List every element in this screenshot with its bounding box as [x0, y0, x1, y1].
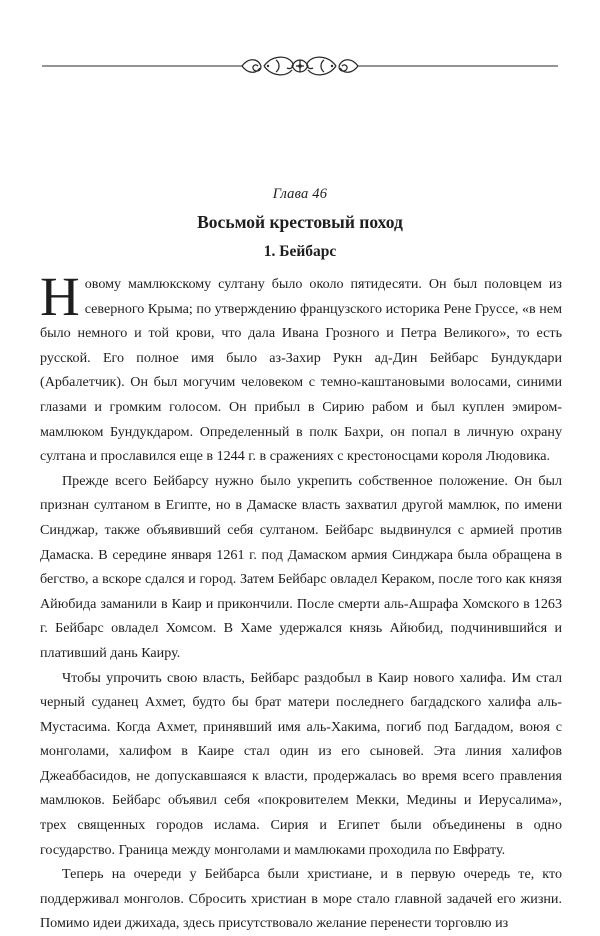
- paragraph-3: Чтобы упрочить свою власть, Бейбарс раздобыл в Каир нового халифа. Им стал черный суданец Ахмет, будто бы брат матери последнего багдадского халифа аль-Мустасима. Когда Ахмет, принявший имя аль-Хакима, погиб под Багдадом, воюя с монголами, халифом в Каире стал один из его сыновей. Эта линия халифов Джеаббасидов, не допускавшаяся к власти, продержалась во время всего правления мамлюков. Бейбарс объявил себя «покровителем Мекки, Медины и Иерусалима», трех священных городов ислама. Сирия и Египет были объединены в одно государство. Граница между монголами и мамлюками проходила по Евфрату.: [40, 669, 562, 858]
- chapter-label: Глава 46: [272, 186, 328, 202]
- section-title: 1. Бейбарс: [263, 243, 337, 260]
- paragraph-1: [40, 266, 562, 469]
- floral-divider-ornament-icon: [42, 52, 558, 80]
- paragraph-4: Теперь на очереди у Бейбарса были христиане, и в первую очередь те, кто поддерживал монголов. Сбросить христиан в море стало главной задачей его жизни. Помимо идеи джихада, здесь присутствовало желание перенести торговлю из: [40, 866, 562, 932]
- paragraph-1-text: овому мамлюкскому султану было около пятидесяти. Он был половцем из северного Крыма; по утверждению французского историка Рене Груссе, «в нем было немного и той крови, что дала Ивана Грозного и Петра Великого», то есть русской. Его полное имя было аз-Захир Рукн ад-Дин Бейбарс Бундукдари (Арбалетчик). Он был могучим человеком с темно-каштановыми волосами, синими глазами и громким голосом. Он прибыл в Сирию рабом и был куплен эмиром-мамлюком Бундукдаром. Определенный в полк Бахри, он попал в личную охрану султана и прославился еще в 1244 г. в сражениях с крестоносцами короля Людовика.: [40, 276, 562, 465]
- chapter-title: Восьмой крестовый поход: [197, 212, 403, 232]
- paragraph-2: Прежде всего Бейбарсу нужно было укрепить собственное положение. Он был признан султаном в Египте, но в Дамаске власть захватил другой мамлюк, по имени Синджар, также объявивший себя султаном. Бейбарс выдвинулся с армией против Дамаска. В середине января 1261 г. под Дамаском армия Синджара была обращена в бегство, а вскоре сдался и город. Затем Бейбарс овладел Кераком, после того как князя Айюбида заманили в Каир и прикончили. После смерти аль-Ашрафа Хомского в 1263 г. Бейбарс овладел Хомсом. В Хаме удержался князь Айюбид, подчинившийся и плативший дань Каиру.: [40, 472, 562, 661]
- body-text: [40, 266, 562, 936]
- drop-cap: Н: [40, 266, 80, 327]
